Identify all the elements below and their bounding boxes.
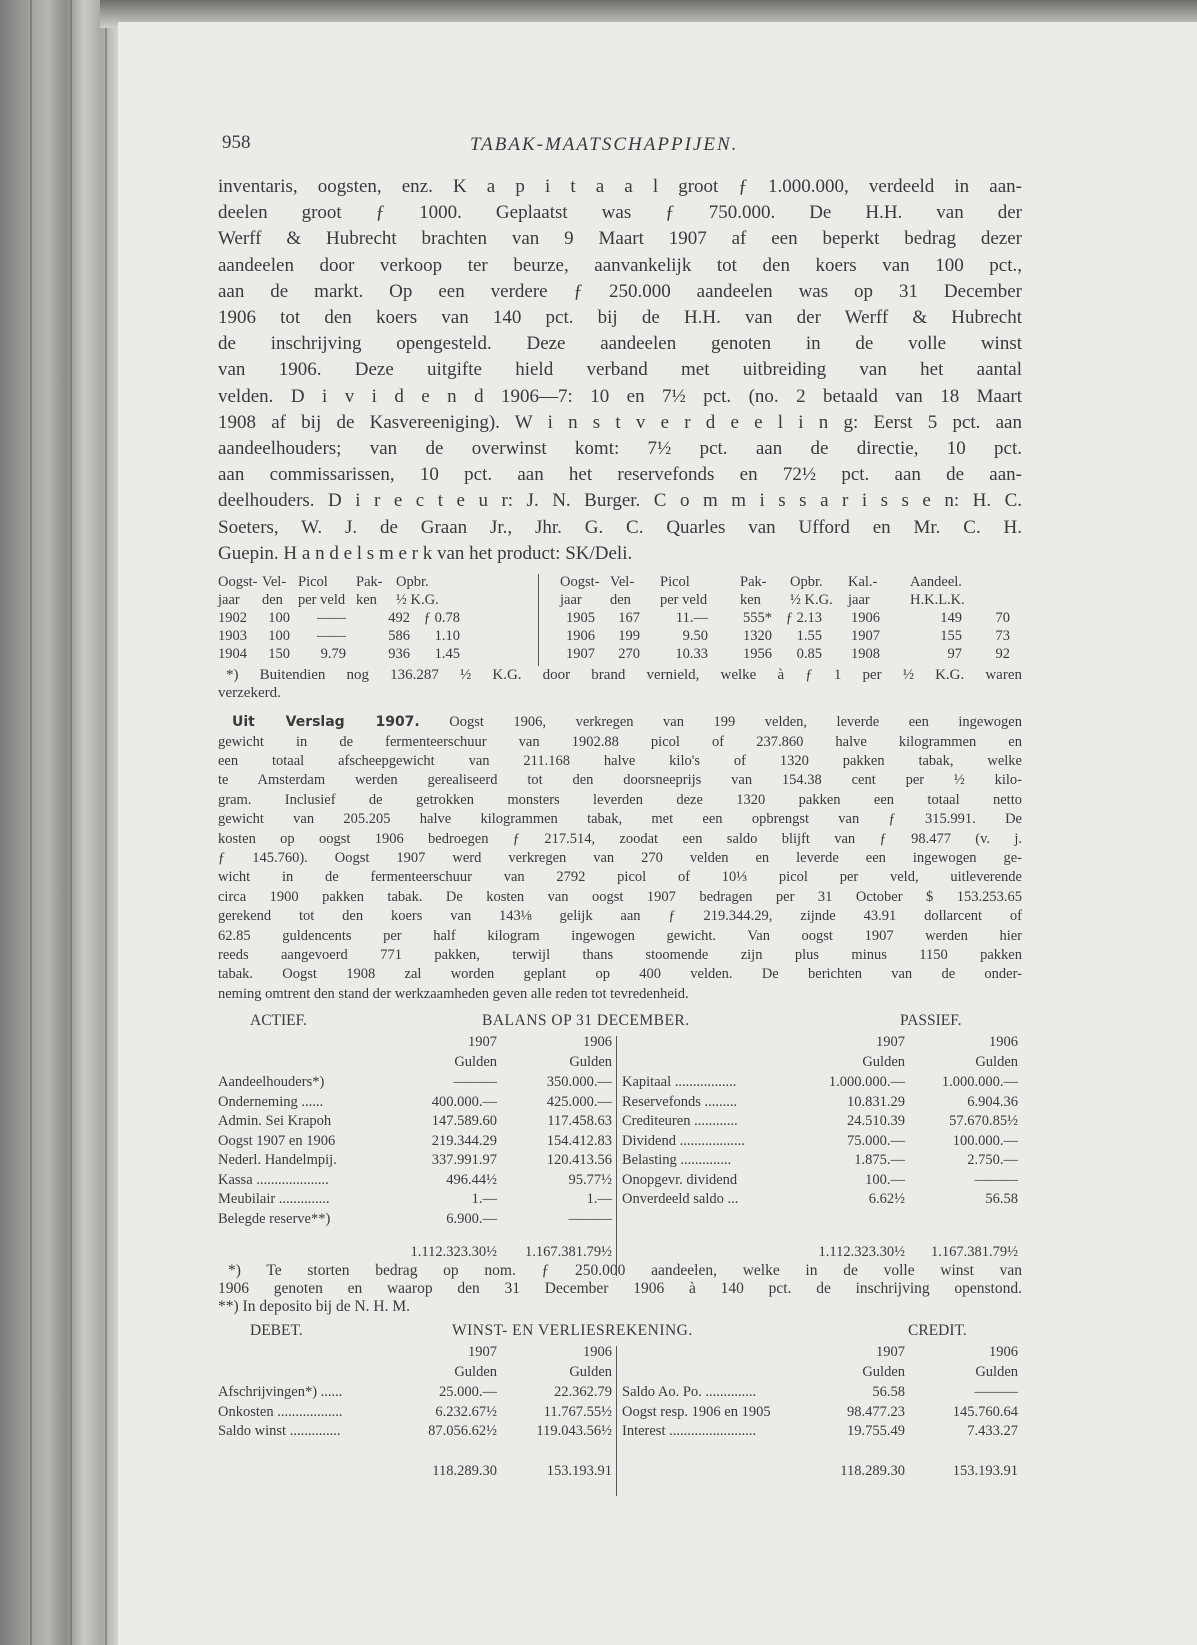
value-1906: 22.362.79 xyxy=(554,1384,612,1400)
value-1906: 7.433.27 xyxy=(967,1423,1018,1439)
text-line: gram. Inclusief de getrokken monsters leverden deze 1320 pakken een totaal netto xyxy=(218,791,1022,808)
text-line: circa 1900 pakken tabak. De kosten van oogst 1907 bedragen per 31 October $ 153.253.65 xyxy=(218,888,1022,905)
table-cell: 1902 xyxy=(218,610,247,626)
column-header: jaar xyxy=(560,592,582,608)
value-1907: 496.44½ xyxy=(446,1171,497,1188)
table-cell: 199 xyxy=(618,628,640,644)
column-header: ½ K.G. xyxy=(396,592,439,608)
total-1906: 1.167.381.79½ xyxy=(931,1244,1018,1260)
text-line: gewicht in de fermenteerschuur van 1902.88 picol of 237.860 halve kilogrammen en xyxy=(218,733,1022,750)
row-label: Interest ........................ xyxy=(622,1423,757,1439)
value-1907: 6.900.— xyxy=(446,1210,497,1227)
year-header: 1907 xyxy=(876,1034,905,1050)
text-line: aandeelhouders; van de overwinst komt: 7½ pct. aan de directie, 10 pct. xyxy=(218,438,1022,459)
table-cell: 1903 xyxy=(218,628,247,644)
text-line: Werff & Hubrecht brachten van 9 Maart 1907 af een beperkt bedrag dezer xyxy=(218,228,1022,250)
row-label: Admin. Sei Krapoh xyxy=(218,1113,332,1129)
value-1907: 56.58 xyxy=(872,1384,905,1400)
value-1907: 337.991.97 xyxy=(431,1152,497,1168)
value-1906: 6.904.36 xyxy=(967,1093,1018,1110)
section-right-title: PASSIEF. xyxy=(900,1012,962,1029)
table-cell: 1906 xyxy=(566,628,595,644)
unit-header: Gulden xyxy=(454,1054,497,1070)
row-label: Saldo Ao. Po. .............. xyxy=(622,1384,757,1400)
table-cell: 1956 xyxy=(743,646,772,662)
year-header: 1906 xyxy=(583,1344,612,1360)
column-header: Pak- xyxy=(356,574,383,590)
value-1906: 119.043.56½ xyxy=(536,1423,612,1439)
table-cell: 1906 xyxy=(851,610,880,626)
column-header: per veld xyxy=(298,592,346,608)
value-1907: 400.000.— xyxy=(431,1093,497,1110)
text-line: inventaris, oogsten, enz. K a p i t a a l groot ƒ 1.000.000, verdeeld in aan- xyxy=(218,176,1022,197)
footnote: verzekerd. xyxy=(218,685,281,701)
column-header: ken xyxy=(740,592,761,608)
text-line: Oogst 1906, verkregen van 199 velden, leverde een ingewogen xyxy=(449,714,1022,730)
row-label: Nederl. Handelmpij. xyxy=(218,1152,337,1168)
total-1907: 1.112.323.30½ xyxy=(410,1244,497,1260)
text-line: gerekend tot den koers van 143⅛ gelijk aan ƒ 219.344.29, zijnde 43.91 dollarcent of xyxy=(218,908,1022,925)
column-header: H.K.L.K. xyxy=(910,592,965,608)
table-cell: 1907 xyxy=(851,628,880,644)
table-cell: 92 xyxy=(995,646,1010,662)
value-1906: 95.77½ xyxy=(568,1171,612,1188)
column-header: ½ K.G. xyxy=(790,592,833,608)
row-label: Afschrijvingen*) ...... xyxy=(218,1384,343,1400)
row-label: Belegde reserve**) xyxy=(218,1210,331,1227)
text-line: kosten op oogst 1906 bedroegen ƒ 217.514, zoodat een saldo blijft van ƒ 98.477 (v. j. xyxy=(218,830,1022,847)
page-edge-line xyxy=(105,0,107,1645)
value-1906: 154.412.83 xyxy=(546,1132,612,1149)
text-line: neming omtrent den stand der werkzaamheden geven alle reden tot tevredenheid. xyxy=(218,985,689,1002)
table-cell: 149 xyxy=(940,610,962,626)
value-1906: 350.000.— xyxy=(546,1074,612,1090)
footnote: *) Te storten bedrag op nom. ƒ 250.000 aandeelen, welke in de volle winst van xyxy=(228,1262,1022,1279)
table-cell: 1905 xyxy=(566,610,595,626)
table-cell: 150 xyxy=(268,646,290,662)
table-cell: ƒ 2.13 xyxy=(785,610,822,626)
table-cell: 1.55 xyxy=(796,628,822,644)
table-cell: 586 xyxy=(388,628,410,644)
text-line: aandeelen door verkoop ter beurze, aanvankelijk tot den koers van 100 pct., xyxy=(218,254,1022,276)
table-cell: 1.10 xyxy=(434,628,460,644)
table-cell: 11.— xyxy=(675,610,708,626)
page-number: 958 xyxy=(222,132,251,153)
row-label: Oogst 1907 en 1906 xyxy=(218,1132,336,1149)
year-header: 1907 xyxy=(468,1344,497,1360)
column-header: Oogst- xyxy=(218,574,258,590)
row-label: Onkosten .................. xyxy=(218,1403,343,1420)
table-cell: 936 xyxy=(388,646,410,662)
text-line: deelen groot ƒ 1000. Geplaatst was ƒ 750.000. De H.H. van der xyxy=(218,202,1022,224)
text-line: van 1906. Deze uitgifte hield verband met uitbreiding van het aantal xyxy=(218,359,1022,381)
value-1906: 2.750.— xyxy=(967,1152,1018,1168)
column-header: den xyxy=(610,592,631,608)
value-1906: 117.458.63 xyxy=(547,1113,612,1129)
table-cell: 70 xyxy=(995,610,1010,626)
verslag-first-line xyxy=(232,714,1022,731)
row-label: Dividend .................. xyxy=(622,1132,745,1149)
year-header: 1906 xyxy=(583,1034,612,1050)
row-label: Onopgevr. dividend xyxy=(622,1171,738,1188)
year-header: 1907 xyxy=(876,1344,905,1360)
row-label: Onderneming ...... xyxy=(218,1093,324,1110)
text-line: wicht in de fermenteerschuur van 2792 picol of 10⅓ picol per veld, uitleverende xyxy=(218,869,1022,886)
row-label: Kapitaal ................. xyxy=(622,1074,737,1090)
value-1907: ——— xyxy=(453,1074,497,1090)
column-header: jaar xyxy=(218,592,240,608)
row-label: Oogst resp. 1906 en 1905 xyxy=(622,1403,771,1420)
section-right-title: CREDIT. xyxy=(908,1322,967,1339)
table-cell: 73 xyxy=(995,628,1010,644)
book-spine xyxy=(0,0,120,1645)
text-line: Soeters, W. J. de Graan Jr., Jhr. G. C. Quarles van Ufford en Mr. C. H. xyxy=(218,516,1022,538)
text-line: deelhouders. D i r e c t e u r: J. N. Burger. C o m m i s s a r i s s e n: H. C. xyxy=(218,490,1022,512)
table-cell: 9.50 xyxy=(682,628,708,644)
value-1907: 6.232.67½ xyxy=(435,1403,497,1420)
column-header: Vel- xyxy=(262,574,287,590)
running-title: TABAK-MAATSCHAPPIJEN. xyxy=(470,134,739,155)
value-1906: 425.000.— xyxy=(546,1093,612,1110)
value-1907: 25.000.— xyxy=(439,1384,497,1400)
column-header: ken xyxy=(356,592,377,608)
table-cell: 270 xyxy=(618,646,640,662)
value-1906: 145.760.64 xyxy=(952,1403,1018,1420)
value-1906: 11.767.55½ xyxy=(543,1403,612,1420)
year-header: 1907 xyxy=(468,1034,497,1050)
value-1906: 1.— xyxy=(586,1191,612,1207)
year-header: 1906 xyxy=(989,1344,1018,1360)
section-title: BALANS OP 31 DECEMBER. xyxy=(482,1012,690,1029)
table-cell: 492 xyxy=(388,610,410,626)
value-1907: 1.875.— xyxy=(854,1152,905,1168)
unit-header: Gulden xyxy=(862,1364,905,1380)
table-cell: 1.45 xyxy=(434,646,460,662)
text-line: gewicht van 205.205 halve kilogrammen tabak, met een opbrengst van ƒ 315.991. De xyxy=(218,811,1022,828)
value-1907: 19.755.49 xyxy=(847,1423,905,1439)
value-1907: 10.831.29 xyxy=(847,1093,905,1110)
total-1907: 118.289.30 xyxy=(840,1463,905,1479)
total-1906: 1.167.381.79½ xyxy=(525,1244,612,1260)
unit-header: Gulden xyxy=(569,1364,612,1380)
value-1906: 100.000.— xyxy=(952,1132,1018,1149)
unit-header: Gulden xyxy=(975,1364,1018,1380)
section-left-title: ACTIEF. xyxy=(250,1012,307,1029)
value-1907: 100.— xyxy=(865,1171,905,1188)
value-1906: 120.413.56 xyxy=(546,1152,612,1168)
table-cell: —— xyxy=(317,610,346,626)
page-edge-line xyxy=(30,0,32,1645)
value-1907: 147.589.60 xyxy=(431,1113,497,1129)
unit-header: Gulden xyxy=(862,1054,905,1070)
section-title: WINST- EN VERLIESREKENING. xyxy=(452,1322,693,1339)
row-label: Belasting .............. xyxy=(622,1152,732,1168)
column-header: den xyxy=(262,592,283,608)
table-cell: 97 xyxy=(947,646,962,662)
column-divider xyxy=(538,574,539,666)
table-cell: 0.85 xyxy=(796,646,822,662)
text-line: velden. D i v i d e n d 1906—7: 10 en 7½ pct. (no. 2 betaald van 18 Maart xyxy=(218,385,1022,407)
unit-header: Gulden xyxy=(975,1054,1018,1070)
row-label: Onverdeeld saldo ... xyxy=(622,1191,739,1207)
table-cell: —— xyxy=(317,628,346,644)
column-header: Pak- xyxy=(740,574,767,590)
text-line: Guepin. H a n d e l s m e r k van het product: SK/Deli. xyxy=(218,542,633,564)
verslag-heading: Uit Verslag 1907. xyxy=(232,714,420,730)
text-line: aan de markt. Op een verdere ƒ 250.000 aandeelen was op 31 December xyxy=(218,280,1022,302)
footnote: 1906 genoten en waarop den 31 December 1906 à 140 pct. de inschrijving openstond. xyxy=(218,1280,1022,1297)
column-header: jaar xyxy=(848,592,870,608)
text-line: 1906 tot den koers van 140 pct. bij de H.H. van der Werff & Hubrecht xyxy=(218,307,1022,328)
value-1906: ——— xyxy=(974,1171,1018,1188)
text-line: 1908 af bij de Kasvereeniging). W i n s t v e r d e e l i n g: Eerst 5 pct. aan xyxy=(218,411,1022,433)
text-line: 62.85 guldencents per half kilogram ingewogen gewicht. Van oogst 1907 werden hier xyxy=(218,927,1022,944)
column-header: Oogst- xyxy=(560,574,600,590)
table-cell: 100 xyxy=(268,628,290,644)
column-divider xyxy=(616,1036,617,1276)
value-1907: 87.056.62½ xyxy=(428,1423,497,1439)
value-1907: 1.000.000.— xyxy=(828,1074,905,1090)
text-line: een totaal afscheepgewicht van 211.168 halve kilo's of 1320 pakken tabak, welke xyxy=(218,752,1022,769)
total-1906: 153.193.91 xyxy=(952,1463,1018,1479)
value-1907: 75.000.— xyxy=(847,1132,905,1149)
column-header: Vel- xyxy=(610,574,635,590)
table-cell: 1320 xyxy=(743,628,772,644)
footnote: *) Buitendien nog 136.287 ½ K.G. door brand vernield, welke à ƒ 1 per ½ K.G. waren xyxy=(226,667,1022,683)
column-header: per veld xyxy=(660,592,708,608)
column-header: Picol xyxy=(298,574,328,590)
row-label: Kassa .................... xyxy=(218,1171,329,1188)
text-line: te Amsterdam werden gerealiseerd tot den doorsneeprijs van 154.38 cent per ½ kilo- xyxy=(218,772,1022,789)
value-1906: ——— xyxy=(568,1210,612,1227)
value-1907: 98.477.23 xyxy=(847,1403,905,1420)
table-cell: ƒ 0.78 xyxy=(423,610,460,626)
table-cell: 1907 xyxy=(566,646,595,662)
value-1906: 57.670.85½ xyxy=(949,1113,1018,1129)
table-cell: 555* xyxy=(743,610,772,626)
value-1907: 219.344.29 xyxy=(431,1132,497,1149)
column-header: Kal.- xyxy=(848,574,878,590)
value-1906: ——— xyxy=(974,1384,1018,1400)
value-1907: 24.510.39 xyxy=(847,1113,905,1129)
unit-header: Gulden xyxy=(569,1054,612,1070)
table-cell: 155 xyxy=(940,628,962,644)
page-edge-line xyxy=(70,0,72,1645)
row-label: Aandeelhouders*) xyxy=(218,1074,325,1090)
table-cell: 9.79 xyxy=(320,646,346,662)
value-1906: 56.58 xyxy=(985,1191,1018,1207)
text-line: reeds aangevoerd 771 pakken, terwijl thans stoomende zijn plus minus 1150 pakken xyxy=(218,946,1022,963)
column-divider xyxy=(616,1346,617,1496)
row-label: Crediteuren ............ xyxy=(622,1113,738,1129)
row-label: Meubilair .............. xyxy=(218,1191,330,1207)
total-1907: 118.289.30 xyxy=(432,1463,497,1479)
row-label: Saldo winst .............. xyxy=(218,1423,341,1439)
value-1906: 1.000.000.— xyxy=(941,1074,1018,1090)
total-1907: 1.112.323.30½ xyxy=(818,1244,905,1260)
text-line: de inschrijving opengesteld. Deze aandeelen genoten in de volle winst xyxy=(218,333,1022,355)
unit-header: Gulden xyxy=(454,1364,497,1380)
value-1907: 1.— xyxy=(471,1191,497,1207)
column-header: Aandeel. xyxy=(910,574,962,590)
table-cell: 10.33 xyxy=(675,646,708,662)
column-header: Opbr. xyxy=(790,574,823,590)
footnote: **) In deposito bij de N. H. M. xyxy=(218,1298,411,1315)
table-cell: 100 xyxy=(268,610,290,626)
text-line: aan commissarissen, 10 pct. aan het reservefonds en 72½ pct. aan de aan- xyxy=(218,464,1022,486)
column-header: Opbr. xyxy=(396,574,429,590)
table-cell: 1908 xyxy=(851,646,880,662)
row-label: Reservefonds ......... xyxy=(622,1093,738,1110)
value-1907: 6.62½ xyxy=(868,1191,905,1207)
column-header: Picol xyxy=(660,574,690,590)
section-left-title: DEBET. xyxy=(250,1322,303,1339)
total-1906: 153.193.91 xyxy=(546,1463,612,1479)
text-line: tabak. Oogst 1908 zal worden geplant op 400 velden. De berichten van de onder- xyxy=(218,966,1022,983)
text-line: ƒ 145.760). Oogst 1907 werd verkregen van 270 velden en leverde een ingewogen ge- xyxy=(218,849,1022,866)
table-cell: 167 xyxy=(618,610,640,626)
year-header: 1906 xyxy=(989,1034,1018,1050)
table-cell: 1904 xyxy=(218,646,247,662)
